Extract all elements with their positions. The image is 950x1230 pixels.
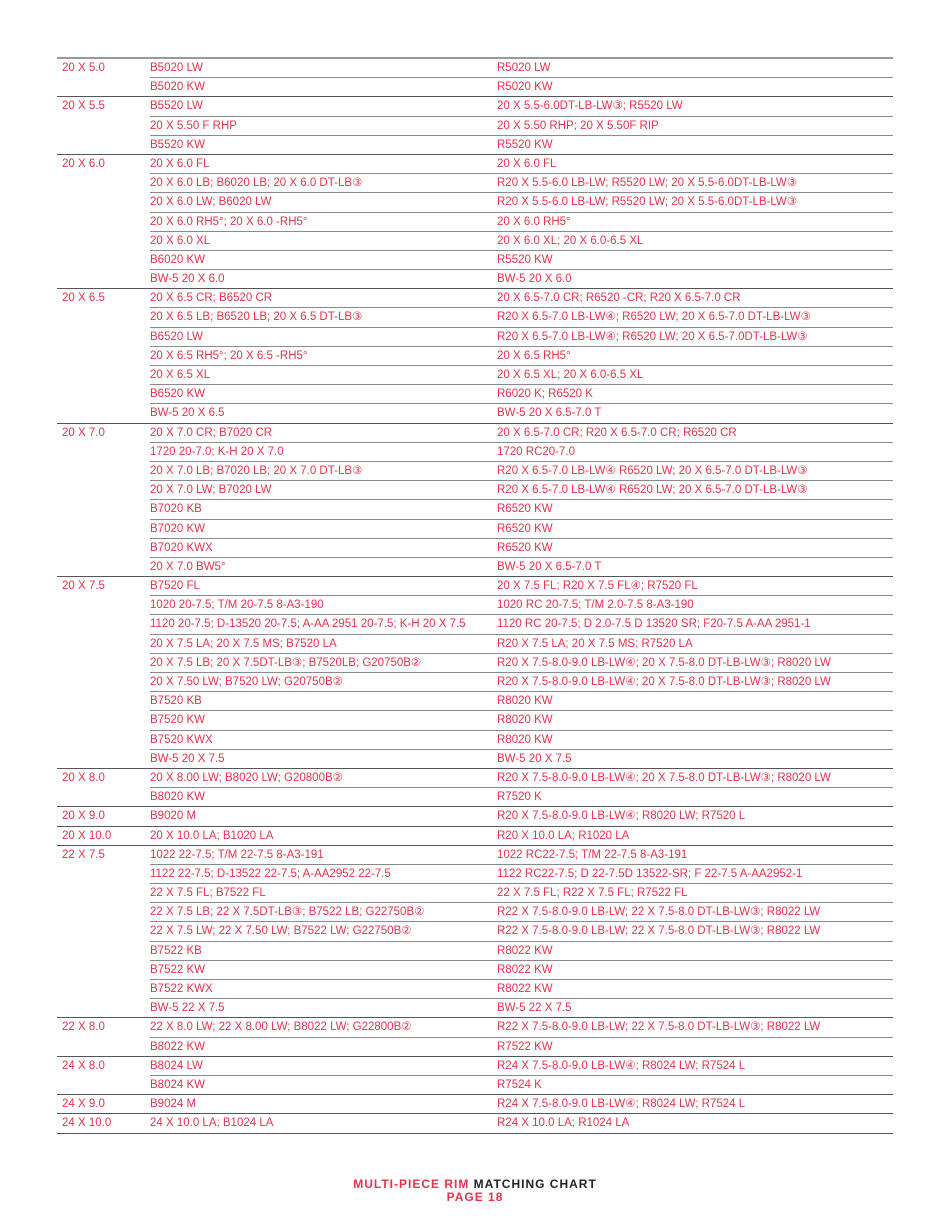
ring-part-cell: R5520 KW	[497, 138, 553, 151]
base-part-cell: 20 X 6.0 FL	[150, 157, 210, 170]
ring-part-cell: R22 X 7.5-8.0-9.0 LB-LW; 22 X 7.5-8.0 DT-LB-LW③; R8022 LW	[497, 1021, 821, 1034]
base-part-cell: B6520 KW	[150, 388, 205, 401]
base-part-cell: B7020 KB	[150, 503, 202, 516]
base-part-cell: 20 X 7.50 LW; B7520 LW; G20750B②	[150, 676, 343, 688]
table-row	[150, 174, 893, 193]
rim-size: 24 X 8.0	[62, 1059, 105, 1072]
base-part-cell: BW-5 20 X 6.0	[150, 273, 225, 286]
table-row	[150, 942, 893, 961]
base-part-cell: 1120 20-7.5; D-13520 20-7.5; A-AA 2951 20-7.5; K-H 20 X 7.5	[150, 618, 466, 631]
ring-part-cell: R5520 KW	[497, 253, 553, 266]
rim-size: 22 X 7.5	[62, 848, 105, 861]
ring-part-cell: 20 X 5.50 RHP; 20 X 5.50F RIP	[497, 119, 659, 132]
ring-part-cell: R20 X 10.0 LA; R1020 LA	[497, 829, 630, 842]
table-row	[150, 366, 893, 385]
ring-part-cell: BW-5 20 X 7.5	[497, 752, 572, 765]
ring-part-cell: R20 X 7.5-8.0-9.0 LB-LW④; R8020 LW; R7520 L	[497, 810, 746, 823]
rim-size: 22 X 8.0	[62, 1021, 105, 1034]
ring-part-cell: R6520 KW	[497, 522, 553, 535]
base-part-cell: 22 X 7.5 LB; 22 X 7.5DT-LB③; B7522 LB; G22750B②	[150, 906, 425, 919]
ring-part-cell: R8022 KW	[497, 963, 553, 976]
base-part-cell: B9020 M	[150, 810, 197, 823]
table-row	[150, 500, 893, 519]
base-part-cell: 22 X 7.5 LW; 22 X 7.50 LW; B7522 LW; G22750B②	[150, 925, 412, 938]
base-part-cell: B8022 KW	[150, 1040, 205, 1053]
table-row	[150, 59, 893, 78]
table-row	[150, 654, 893, 673]
rim-size: 20 X 6.0	[62, 157, 105, 170]
base-part-cell: 1720 20-7.0; K-H 20 X 7.0	[150, 445, 284, 458]
base-part-cell: 1122 22-7.5; D-13522 22-7.5; A-AA2952 22-7.5	[150, 867, 391, 880]
base-part-cell: B7020 KW	[150, 522, 205, 535]
ring-part-cell: 1020 RC 20-7.5; T/M 2.0-7.5 8-A3-190	[497, 599, 694, 612]
table-row	[150, 865, 893, 884]
base-part-cell: 20 X 7.5 LA; 20 X 7.5 MS; B7520 LA	[150, 637, 337, 650]
ring-part-cell: 1720 RC20-7.0	[497, 445, 575, 458]
base-part-cell: BW-5 20 X 7.5	[150, 752, 225, 765]
ring-part-cell: BW-5 20 X 6.0	[497, 273, 572, 286]
base-part-cell: 20 X 7.0 LB; B7020 LB; 20 X 7.0 DT-LB③	[150, 464, 363, 477]
rim-matching-table	[57, 57, 893, 1134]
table-row	[150, 596, 893, 615]
table-row	[150, 1076, 893, 1094]
base-part-cell: B7520 KW	[150, 714, 205, 727]
ring-part-cell: R8020 KW	[497, 714, 553, 727]
size-group	[57, 846, 893, 1019]
table-row	[150, 328, 893, 347]
base-part-cell: B5520 KW	[150, 138, 205, 151]
table-row	[150, 481, 893, 500]
footer-title-dark: MATCHING CHART	[473, 1177, 597, 1191]
base-part-cell: 20 X 7.0 LW; B7020 LW	[150, 484, 272, 497]
ring-part-cell: 1022 RC22-7.5; T/M 22-7.5 8-A3-191	[497, 848, 688, 861]
base-part-cell: B7520 KB	[150, 695, 202, 708]
ring-part-cell: R22 X 7.5-8.0-9.0 LB-LW; 22 X 7.5-8.0 DT-LB-LW③; R8022 LW	[497, 925, 821, 938]
base-part-cell: B7522 KB	[150, 944, 202, 957]
rim-size: 20 X 6.5	[62, 292, 105, 305]
ring-part-cell: 20 X 5.5-6.0DT-LB-LW③; R5520 LW	[497, 100, 683, 113]
ring-part-cell: R20 X 6.5-7.0 LB-LW④; R6520 LW; 20 X 6.5-7.0DT-LB-LW③	[497, 330, 808, 343]
table-row	[150, 577, 893, 596]
table-row	[150, 424, 893, 443]
size-group	[57, 827, 893, 846]
base-part-cell: 20 X 7.5 LB; 20 X 7.5DT-LB③; B7520LB; G20750B②	[150, 656, 422, 669]
table-row	[150, 117, 893, 136]
size-group	[57, 1018, 893, 1056]
base-part-cell: BW-5 20 X 6.5	[150, 407, 225, 420]
base-part-cell: B7522 KWX	[150, 983, 213, 996]
table-row	[150, 731, 893, 750]
table-row	[150, 999, 893, 1017]
table-row	[150, 692, 893, 711]
ring-part-cell: 20 X 6.5-7.0 CR; R6520 -CR; R20 X 6.5-7.0 CR	[497, 292, 741, 305]
table-row	[150, 1114, 893, 1132]
table-row	[150, 1038, 893, 1056]
table-row	[150, 615, 893, 634]
rim-size: 20 X 5.5	[62, 100, 105, 113]
base-part-cell: B9024 M	[150, 1098, 197, 1111]
ring-part-cell: R6020 K; R6520 K	[497, 388, 593, 401]
base-part-cell: 20 X 7.0 CR; B7020 CR	[150, 426, 273, 439]
ring-part-cell: 20 X 6.0 FL	[497, 157, 557, 170]
table-row	[150, 155, 893, 174]
ring-part-cell: R5020 LW	[497, 62, 551, 74]
base-part-cell: 24 X 10.0 LA; B1024 LA	[150, 1117, 274, 1130]
base-part-cell: BW-5 22 X 7.5	[150, 1002, 225, 1015]
ring-part-cell: 20 X 6.0 RH5°	[497, 215, 571, 228]
table-row	[150, 884, 893, 903]
base-part-cell: 22 X 7.5 FL; B7522 FL	[150, 887, 266, 900]
size-group	[57, 59, 893, 97]
base-part-cell: B5020 LW	[150, 62, 203, 74]
ring-part-cell: 20 X 6.5 XL; 20 X 6.0-6.5 XL	[497, 369, 644, 381]
ring-part-cell: R7522 KW	[497, 1040, 553, 1053]
page-number: PAGE 18	[446, 1190, 504, 1204]
base-part-cell: 20 X 8.00 LW; B8020 LW; G20800B②	[150, 771, 343, 784]
rim-size: 20 X 7.5	[62, 580, 105, 593]
ring-part-cell: R24 X 10.0 LA; R1024 LA	[497, 1117, 630, 1130]
base-part-cell: 20 X 6.5 CR; B6520 CR	[150, 292, 273, 305]
size-group	[57, 289, 893, 423]
table-row	[150, 846, 893, 865]
table-row	[150, 922, 893, 941]
table-row	[150, 385, 893, 404]
table-row	[150, 961, 893, 980]
table-row	[150, 1095, 893, 1113]
table-row	[150, 308, 893, 327]
ring-part-cell: R22 X 7.5-8.0-9.0 LB-LW; 22 X 7.5-8.0 DT-LB-LW③; R8022 LW	[497, 906, 821, 919]
ring-part-cell: R8020 KW	[497, 695, 553, 708]
rim-size: 20 X 7.0	[62, 426, 105, 439]
ring-part-cell: BW-5 20 X 6.5-7.0 T	[497, 560, 602, 573]
table-row	[150, 232, 893, 251]
ring-part-cell: R7520 K	[497, 791, 542, 804]
ring-part-cell: 20 X 6.5-7.0 CR; R20 X 6.5-7.0 CR; R6520 CR	[497, 426, 737, 439]
base-part-cell: 22 X 8.0 LW; 22 X 8.00 LW; B8022 LW; G22800B②	[150, 1021, 412, 1034]
table-row	[150, 750, 893, 768]
ring-part-cell: R8022 KW	[497, 944, 553, 957]
ring-part-cell: R20 X 7.5-8.0-9.0 LB-LW④; 20 X 7.5-8.0 DT-LB-LW③; R8020 LW	[497, 771, 831, 784]
size-group	[57, 1114, 893, 1133]
size-group	[57, 807, 893, 826]
ring-part-cell: 20 X 7.5 FL; R20 X 7.5 FL④; R7520 FL	[497, 580, 698, 593]
base-part-cell: B6020 KW	[150, 253, 205, 266]
table-row	[150, 78, 893, 96]
base-part-cell: B8020 KW	[150, 791, 205, 804]
table-row	[150, 1018, 893, 1037]
table-row	[150, 788, 893, 806]
size-group	[57, 97, 893, 155]
table-row	[150, 213, 893, 232]
table-row	[150, 980, 893, 999]
size-group	[57, 769, 893, 807]
table-row	[150, 251, 893, 270]
rim-size: 24 X 9.0	[62, 1098, 105, 1111]
table-row	[150, 520, 893, 539]
rim-size: 24 X 10.0	[62, 1117, 112, 1130]
ring-part-cell: R20 X 6.5-7.0 LB-LW④ R6520 LW; 20 X 6.5-7.0 DT-LB-LW③	[497, 484, 808, 497]
size-group	[57, 1095, 893, 1114]
base-part-cell: 20 X 6.5 LB; B6520 LB; 20 X 6.5 DT-LB③	[150, 311, 363, 324]
table-row	[150, 807, 893, 825]
table-row	[150, 769, 893, 788]
base-part-cell: B7522 KW	[150, 963, 205, 976]
table-row	[150, 270, 893, 288]
table-row	[150, 136, 893, 154]
rim-size: 20 X 10.0	[62, 829, 112, 842]
base-part-cell: B8024 KW	[150, 1078, 205, 1091]
base-part-cell: 20 X 10.0 LA; B1020 LA	[150, 829, 274, 842]
ring-part-cell: R20 X 5.5-6.0 LB-LW; R5520 LW; 20 X 5.5-6.0DT-LB-LW③	[497, 177, 798, 190]
size-group	[57, 577, 893, 769]
ring-part-cell: 20 X 6.0 XL; 20 X 6.0-6.5 XL	[497, 234, 644, 247]
table-row	[150, 462, 893, 481]
base-part-cell: B7520 FL	[150, 580, 200, 593]
ring-part-cell: R20 X 7.5-8.0-9.0 LB-LW④; 20 X 7.5-8.0 DT-LB-LW③; R8020 LW	[497, 676, 831, 688]
table-row	[150, 635, 893, 654]
base-part-cell: 20 X 7.0 BW5°	[150, 560, 226, 573]
table-row	[150, 443, 893, 462]
table-row	[150, 539, 893, 558]
table-row	[150, 903, 893, 922]
ring-part-cell: R7524 K	[497, 1078, 542, 1091]
table-row	[150, 711, 893, 730]
ring-part-cell: BW-5 20 X 6.5-7.0 T	[497, 407, 602, 420]
base-part-cell: 20 X 6.5 RH5°; 20 X 6.5 -RH5°	[150, 349, 308, 362]
ring-part-cell: R6520 KW	[497, 541, 553, 554]
ring-part-cell: R8022 KW	[497, 983, 553, 996]
ring-part-cell: R20 X 7.5 LA; 20 X 7.5 MS; R7520 LA	[497, 637, 693, 650]
rim-size: 20 X 5.0	[62, 62, 105, 74]
ring-part-cell: R20 X 5.5-6.0 LB-LW; R5520 LW; 20 X 5.5-6.0DT-LB-LW③	[497, 196, 798, 209]
size-group	[57, 155, 893, 289]
ring-part-cell: 20 X 6.5 RH5°	[497, 349, 571, 362]
page-footer	[0, 1178, 950, 1204]
table-row	[150, 347, 893, 366]
ring-part-cell: R24 X 7.5-8.0-9.0 LB-LW④; R8024 LW; R7524 L	[497, 1098, 746, 1111]
base-part-cell: B5020 KW	[150, 81, 205, 94]
table-row	[150, 827, 893, 845]
base-part-cell: B7520 KWX	[150, 733, 213, 746]
size-group	[57, 1057, 893, 1095]
table-row	[150, 673, 893, 692]
ring-part-cell: R5020 KW	[497, 81, 553, 94]
base-part-cell: 20 X 6.5 XL	[150, 369, 211, 381]
rim-size: 20 X 9.0	[62, 810, 105, 823]
base-part-cell: B7020 KWX	[150, 541, 213, 554]
base-part-cell: 20 X 6.0 RH5°; 20 X 6.0 -RH5°	[150, 215, 308, 228]
base-part-cell: B6520 LW	[150, 330, 203, 343]
size-group	[57, 424, 893, 578]
base-part-cell: B5520 LW	[150, 100, 203, 113]
base-part-cell: 20 X 6.0 LW; B6020 LW	[150, 196, 272, 209]
table-row	[150, 1057, 893, 1076]
table-row	[150, 404, 893, 422]
base-part-cell: 1020 20-7.5; T/M 20-7.5 8-A3-190	[150, 599, 324, 612]
ring-part-cell: R20 X 7.5-8.0-9.0 LB-LW④; 20 X 7.5-8.0 DT-LB-LW③; R8020 LW	[497, 656, 831, 669]
ring-part-cell: R24 X 7.5-8.0-9.0 LB-LW④; R8024 LW; R7524 L	[497, 1059, 746, 1072]
base-part-cell: 20 X 6.0 LB; B6020 LB; 20 X 6.0 DT-LB③	[150, 177, 363, 190]
base-part-cell: B8024 LW	[150, 1059, 203, 1072]
base-part-cell: 20 X 6.0 XL	[150, 234, 211, 247]
table-row	[150, 97, 893, 116]
ring-part-cell: 1122 RC22-7.5; D 22-7.5D 13522-SR; F 22-7.5 A-AA2952-1	[497, 867, 803, 880]
ring-part-cell: BW-5 22 X 7.5	[497, 1002, 572, 1015]
ring-part-cell: R20 X 6.5-7.0 LB-LW④ R6520 LW; 20 X 6.5-7.0 DT-LB-LW③	[497, 464, 808, 477]
ring-part-cell: 22 X 7.5 FL; R22 X 7.5 FL; R7522 FL	[497, 887, 688, 900]
rim-size: 20 X 8.0	[62, 771, 105, 784]
table-row	[150, 558, 893, 576]
ring-part-cell: R8020 KW	[497, 733, 553, 746]
footer-title-red: MULTI-PIECE RIM	[353, 1177, 470, 1191]
base-part-cell: 20 X 5.50 F RHP	[150, 119, 237, 132]
base-part-cell: 1022 22-7.5; T/M 22-7.5 8-A3-191	[150, 848, 324, 861]
table-row	[150, 193, 893, 212]
ring-part-cell: R6520 KW	[497, 503, 553, 516]
ring-part-cell: 1120 RC 20-7.5; D 2.0-7.5 D 13520 SR; F20-7.5 A-AA 2951-1	[497, 618, 811, 631]
ring-part-cell: R20 X 6.5-7.0 LB-LW④; R6520 LW; 20 X 6.5-7.0 DT-LB-LW③	[497, 311, 811, 324]
table-row	[150, 289, 893, 308]
